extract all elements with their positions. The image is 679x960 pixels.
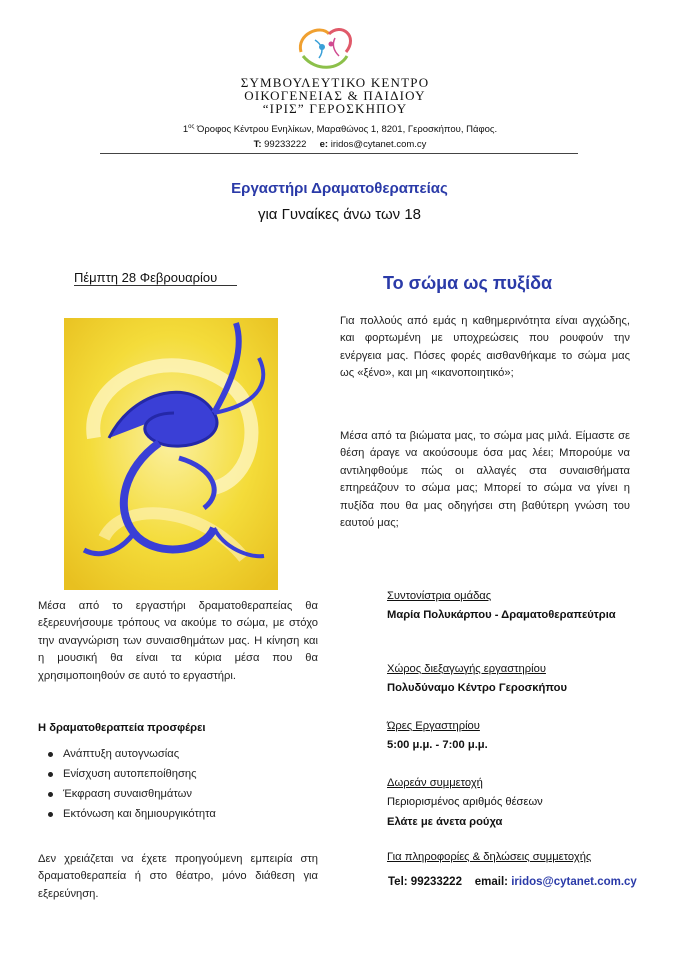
contact-tel: 99233222 (410, 876, 462, 888)
date-underline (74, 285, 237, 286)
bullet-icon (48, 812, 53, 817)
org-name-line3: “ΙΡΙΣ” ΓΕΡΟΣΚΗΠΟΥ (262, 101, 408, 116)
venue-name: Πολυδύναμο Κέντρο Γεροσκήπου (387, 682, 567, 694)
iris-logo-icon (291, 22, 361, 72)
header-divider (100, 153, 578, 154)
offer-label: Εκτόνωση και δημιουργικότητα (63, 808, 216, 820)
floor-superscript: ος (188, 124, 195, 130)
offer-label: Ανάπτυξη αυτογνωσίας (63, 748, 180, 760)
header-contact-line (100, 139, 580, 150)
hours-label: Ώρες Εργαστηρίου (387, 720, 480, 732)
event-date: Πέμπτη 28 Φεβρουαρίου (74, 270, 218, 285)
address-line (100, 124, 580, 135)
workshop-description: Μέσα από το εργαστήρι δραματοθεραπείας θα εξερευνήσουμε τρόπους να ακούμε το σώμα, με στόχο την αναγνώριση των συναισθημάτων μας. Η κίνηση και η μουσική θα είναι τα κύρια μέσα που θα χρησιμοποιηθούν σε αυτό το εργαστήρι. (38, 600, 318, 682)
clothing-note: Ελάτε με άνετα ρούχα (387, 816, 503, 828)
list-item (40, 804, 216, 824)
org-name-line2: ΟΙΚΟΓΕΝΕΙΑΣ & ΠΑΙΔΙΟΥ (244, 88, 426, 103)
address-text: Όροφος Κέντρου Ενηλίκων, Μαραθώνος 1, 8201, Γεροσκήπου, Πάφος. (194, 124, 498, 136)
bullet-icon (48, 752, 53, 757)
tel-number: 99233222 (264, 139, 307, 150)
workshop-title: Εργαστήρι Δραματοθεραπείας (231, 180, 448, 197)
email-address[interactable]: iridos@cytanet.com.cy (330, 139, 427, 150)
offer-label: Έκφραση συναισθημάτων (63, 788, 192, 800)
workshop-subtitle: για Γυναίκες άνω των 18 (257, 206, 422, 223)
list-item (40, 744, 216, 764)
intro-paragraph-1: Για πολλούς από εμάς η καθημερινότητα είναι αγχώδης, και φορτωμένη με υποχρεώσεις που ρουφούν την ενέργεια μας. Πόσες φορές αισθανθήκαμε το σώμα μας ως «ξένο», και μη «ικανοποιητικό»; (340, 315, 630, 380)
limited-seats: Περιορισμένος αριθμός θέσεων (387, 796, 543, 808)
list-item (40, 784, 216, 804)
tel-label: Τ: (253, 139, 262, 150)
venue-label: Χώρος διεξαγωγής εργαστηρίου (387, 663, 546, 675)
offer-label: Ενίσχυση αυτοπεποίθησης (63, 768, 197, 780)
experience-note: Δεν χρειάζεται να έχετε προηγούμενη εμπειρία στη δραματοθεραπεία ή στο θέατρο, μόνο διάθεση για εξερεύνηση. (38, 853, 318, 900)
contact-email[interactable]: iridos@cytanet.com.cy (511, 876, 637, 888)
bullet-icon (48, 772, 53, 777)
hours-value: 5:00 μ.μ. - 7:00 μ.μ. (387, 739, 488, 751)
org-name-line1: ΣΥΜΒΟΥΛΕΥΤΙΚΟ ΚΕΝΤΡΟ (240, 75, 430, 90)
contact-email-label: email: (474, 876, 508, 888)
coordinator-name: Μαρία Πολυκάρπου - Δραματοθεραπεύτρια (387, 609, 616, 621)
free-participation-label: Δωρεάν συμμετοχή (387, 777, 483, 789)
bullet-icon (48, 792, 53, 797)
offers-list (40, 744, 216, 824)
floor-number: 1 (182, 124, 189, 136)
offers-title: Η δραματοθεραπεία προσφέρει (38, 722, 206, 734)
intro-paragraph-2: Μέσα από τα βιώματα μας, το σώμα μας μιλά. Είμαστε σε θέση άραγε να ακούσουμε όσα μας λέει; Μπορούμε να αντιληφθούμε πώς οι αλλαγές στα συναισθήματα επηρεάζουν το σώμα μας; Μπορεί το σώμα να γίνει η πυξίδα που θα μας οδηγήσει στη βαθύτερη γνώση του εαυτού μας; (340, 430, 630, 530)
contact-tel-label: Tel: (388, 876, 408, 888)
coordinator-label: Συντονίστρια ομάδας (387, 590, 492, 602)
email-label: e: (319, 139, 329, 150)
contact-label: Για πληροφορίες & δηλώσεις συμμετοχής (387, 851, 592, 863)
contact-line (388, 876, 637, 888)
section-title: Το σώμα ως πυξίδα (383, 273, 553, 293)
list-item (40, 764, 216, 784)
painting-image (64, 318, 278, 590)
